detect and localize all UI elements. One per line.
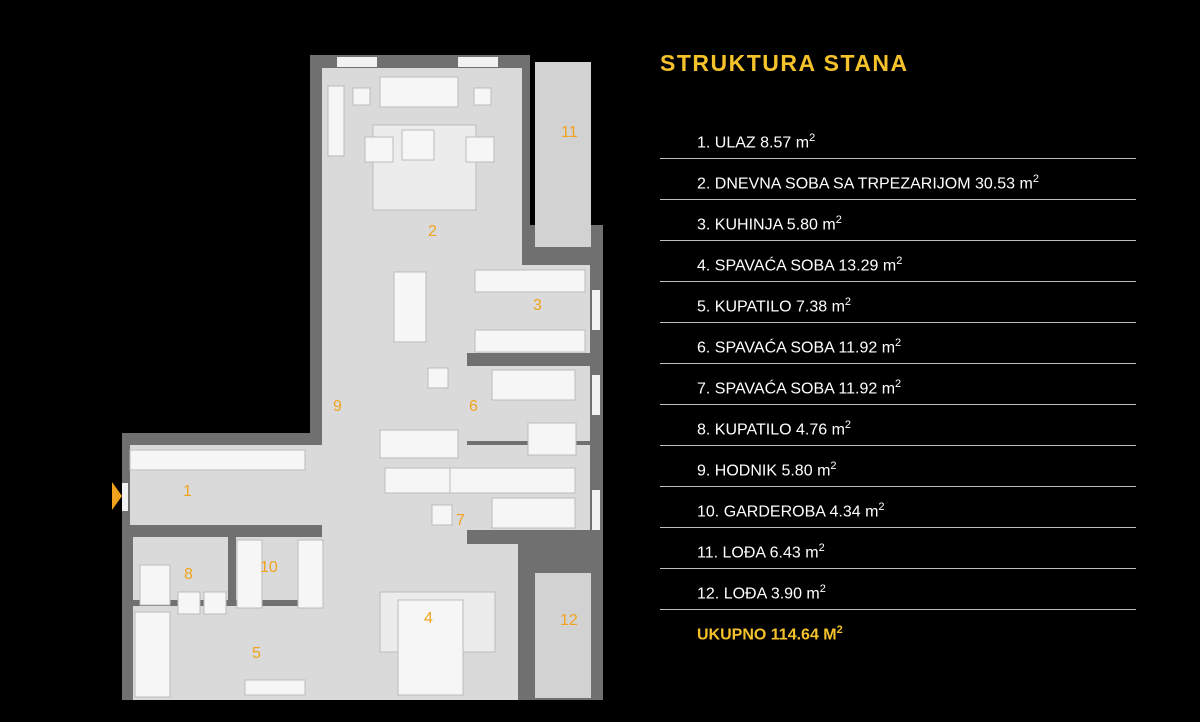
unit: m [817,462,831,480]
room-label: 3. KUHINJA 5.80 [697,216,818,234]
list-item [660,528,1136,569]
room-number-12: 12 [560,612,578,629]
list-item [660,159,1136,200]
list-item [660,323,1136,364]
room-number-5: 5 [252,645,261,662]
unit-exp: 2 [844,419,852,431]
unit-exp: 2 [896,255,903,267]
unit-exp: 2 [1032,173,1039,185]
room-label: 5. KUPATILO 7.38 [697,298,828,316]
list-item [660,446,1136,487]
room-list [660,118,1136,644]
unit-exp: 2 [878,501,885,513]
room-label: 8. KUPATILO 4.76 [697,421,828,439]
page-title: STRUKTURA STANA [660,50,909,76]
unit: m [805,544,819,562]
total-label: UKUPNO 114.64 M [697,626,837,644]
unit: m [795,134,810,152]
room-number-10: 10 [260,559,278,576]
unit-exp: 2 [835,214,842,226]
room-number-4: 4 [424,610,433,627]
room-number-3: 3 [533,297,542,314]
unit: m [831,298,845,316]
list-item [660,487,1136,528]
unit: m [831,421,845,439]
unit-exp: 2 [895,337,902,349]
room-label: 6. SPAVAĆA SOBA 11.92 [697,339,878,357]
room-label: 10. GARDEROBA 4.34 [697,503,861,521]
unit: m [806,585,820,603]
room-number-11: 11 [561,124,578,141]
room-number-7: 7 [456,512,465,529]
list-item [660,569,1136,610]
room-number-6: 6 [469,398,478,415]
unit-exp: 2 [818,542,825,554]
room-label: 1. ULAZ 8.57 [697,134,792,152]
room-label: 11. LOĐA 6.43 [697,544,801,562]
list-item [660,200,1136,241]
total-area [660,624,1136,644]
room-label: 12. LOĐA 3.90 [697,585,802,603]
unit-exp: 2 [895,378,902,390]
list-item [660,405,1136,446]
unit-exp: 2 [844,296,852,308]
unit: m [1019,175,1033,193]
room-number-2: 2 [428,223,437,240]
room-number-9: 9 [333,398,342,415]
unit: m [822,216,836,234]
unit-exp: 2 [830,460,837,472]
list-item [660,364,1136,405]
unit: m [882,257,897,275]
room-label: 9. HODNIK 5.80 [697,462,813,480]
room-label: 4. SPAVAĆA SOBA 13.29 [697,257,879,275]
room-number-8: 8 [184,566,193,583]
entrance-arrow-icon [112,482,122,510]
room-label: 7. SPAVAĆA SOBA 11.92 [697,380,878,398]
room-label: 2. DNEVNA SOBA SA TRPEZARIJOM 30.53 [697,175,1016,193]
list-item [660,241,1136,282]
room-number-1: 1 [183,483,192,500]
unit: m [881,380,896,398]
unit: m [865,503,879,521]
total-exp: 2 [836,624,843,636]
unit: m [881,339,896,357]
list-item [660,118,1136,159]
unit-exp: 2 [819,583,826,595]
list-item [660,282,1136,323]
unit-exp: 2 [809,132,816,144]
